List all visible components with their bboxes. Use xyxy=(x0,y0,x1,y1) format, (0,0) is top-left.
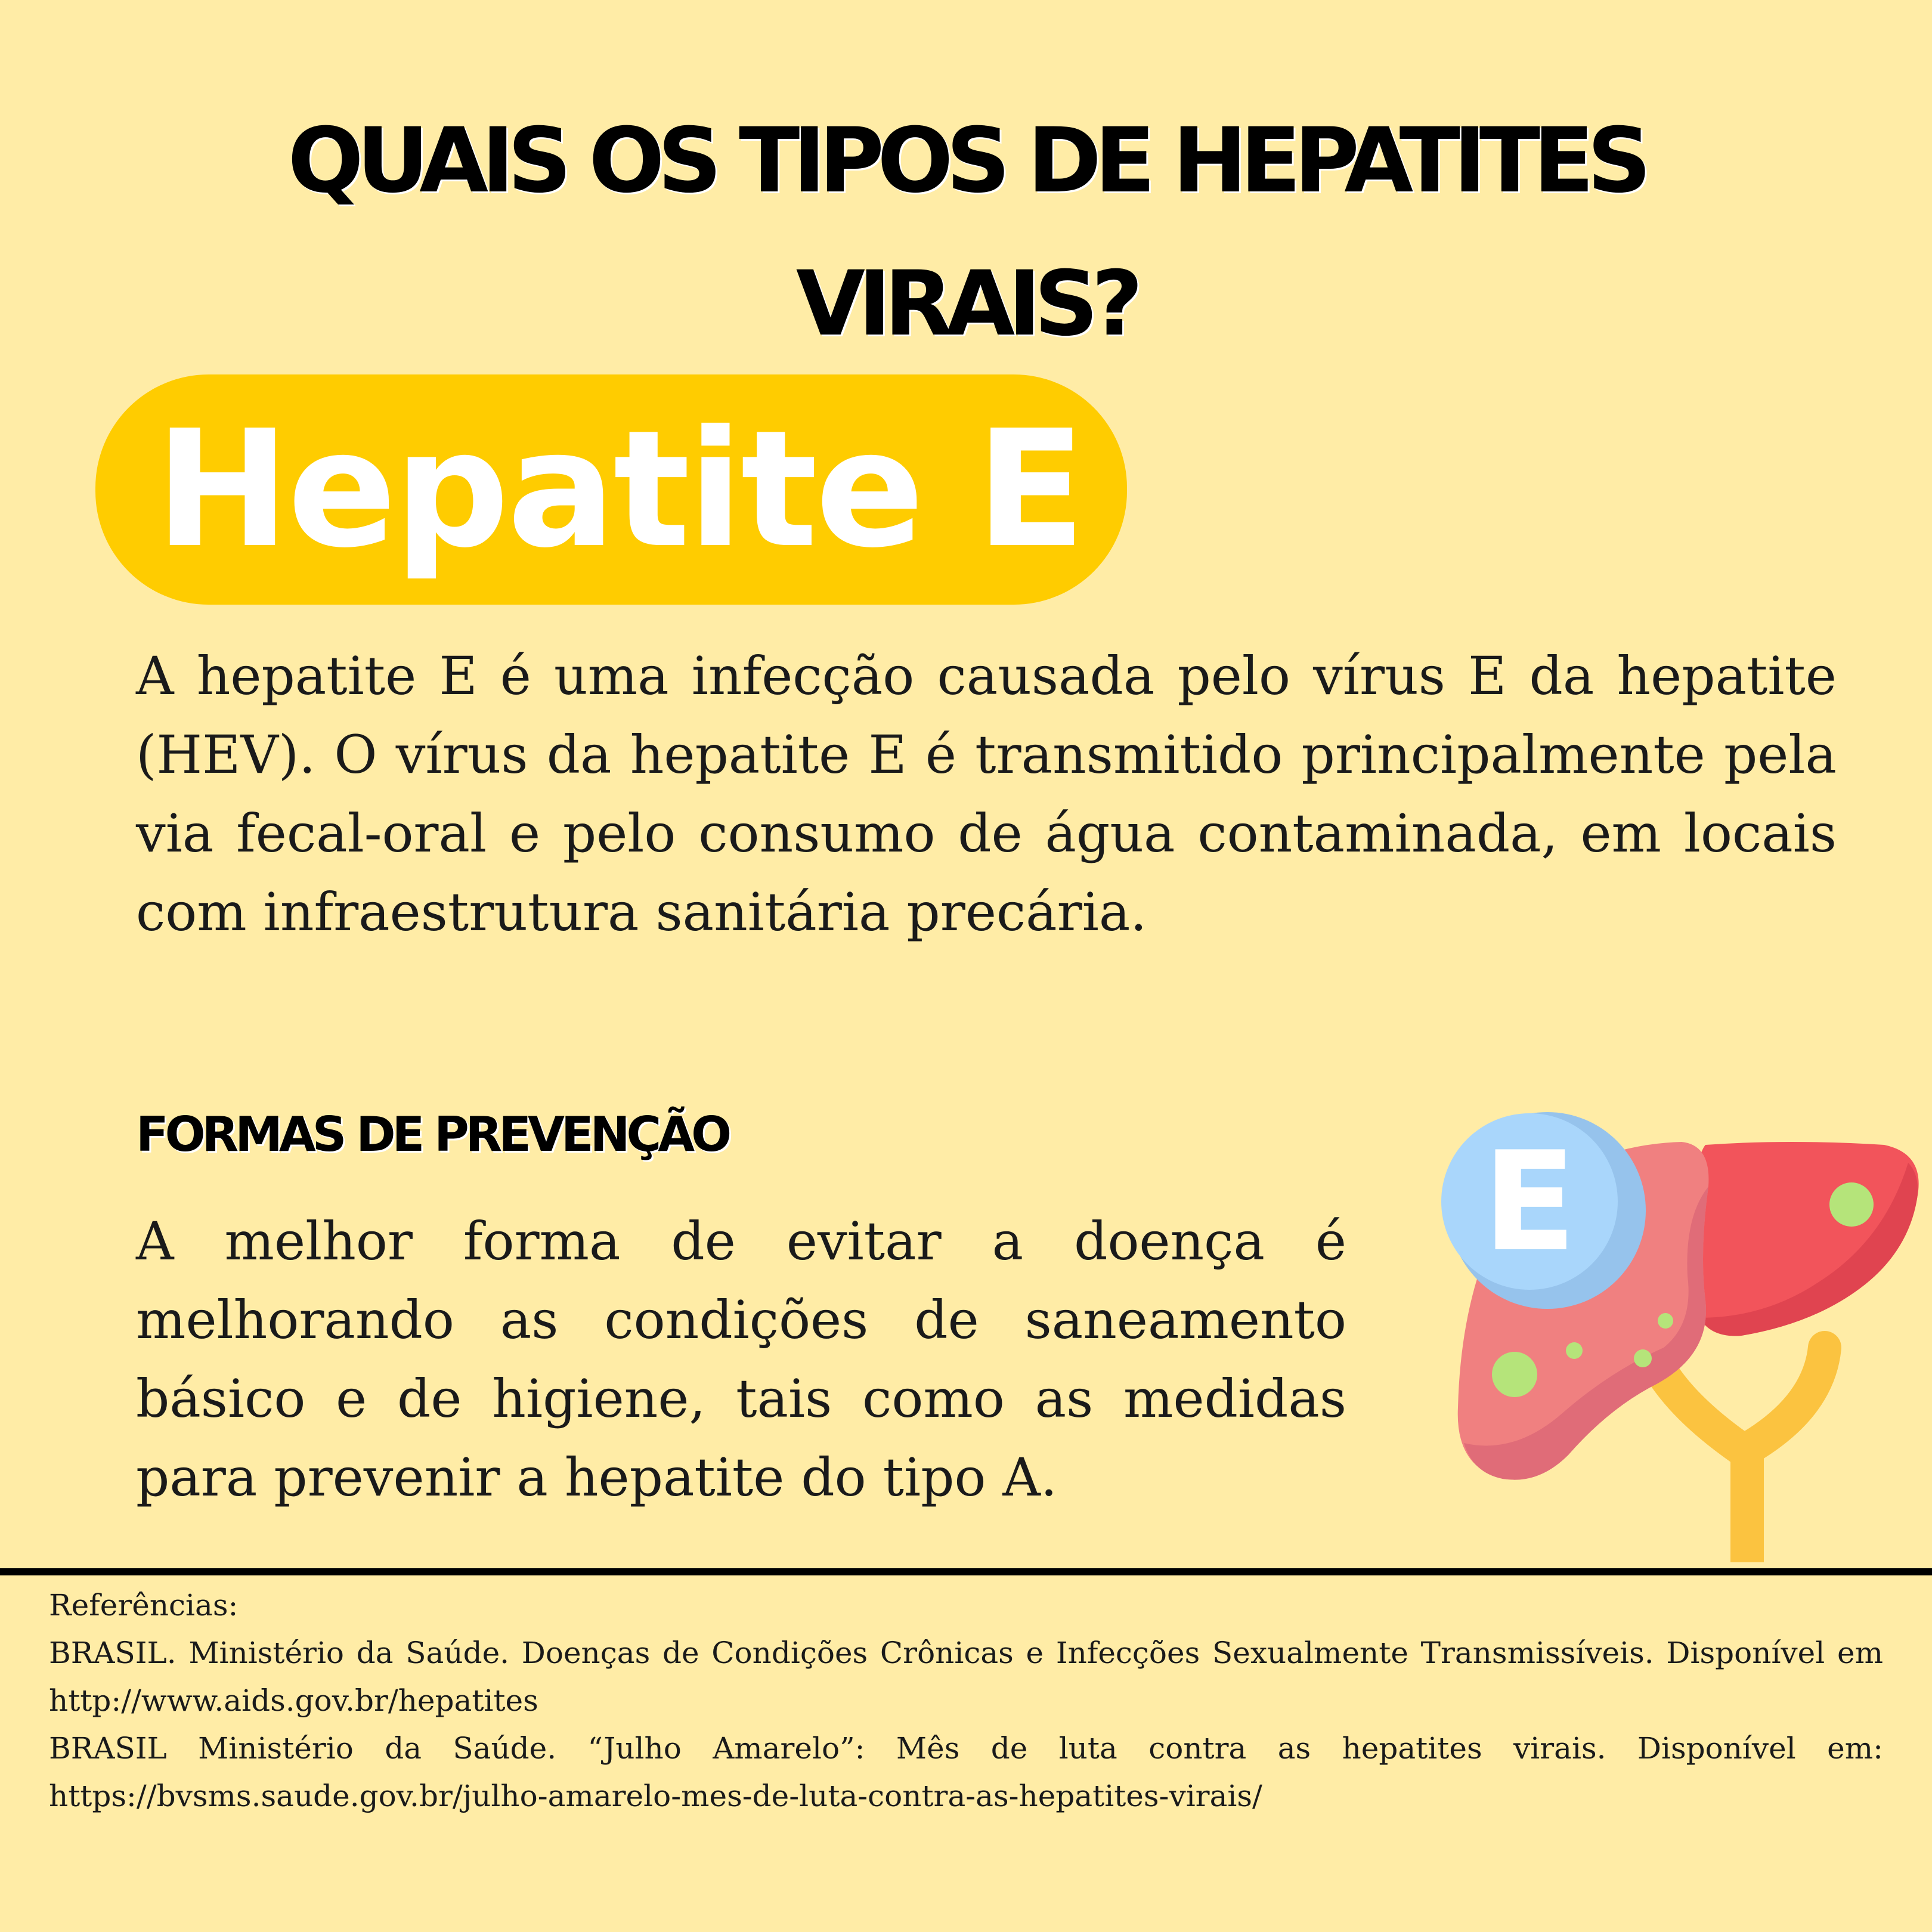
prevention-heading: FORMAS DE PREVENÇÃO xyxy=(136,1107,729,1162)
title-line-1: QUAIS OS TIPOS DE HEPATITES xyxy=(287,109,1645,213)
page-title xyxy=(179,89,1753,376)
references-heading: Referências: xyxy=(49,1588,239,1623)
reference-2: BRASIL Ministério da Saúde. “Julho Amarelo”: Mês de luta contra as hepatites virais. Disponível em: https://bvsms.saude.gov.br/julho-amarelo-mes-de-luta-contra-as-hepatites-virais/ xyxy=(49,1731,1883,1813)
virus-letter: E xyxy=(1482,1123,1577,1282)
bile-duct-right-branch xyxy=(1747,1348,1825,1449)
reference-1: BRASIL. Ministério da Saúde. Doenças de Condições Crônicas e Infecções Sexualmente Transmissíveis. Disponível em http://www.aids.gov.br/hepatites xyxy=(49,1636,1883,1718)
references-section xyxy=(49,1581,1883,1820)
hepatitis-type-badge xyxy=(95,374,1127,605)
liver-spot xyxy=(1492,1352,1537,1397)
references-divider xyxy=(0,1568,1932,1575)
liver-spot xyxy=(1566,1342,1583,1359)
title-line-2: VIRAIS? xyxy=(795,252,1137,356)
liver-spot xyxy=(1634,1349,1652,1367)
liver-icon xyxy=(1431,1097,1932,1574)
prevention-paragraph: A melhor forma de evitar a doença é melhorando as condições de saneamento básico e de higiene, tais como as medidas para prevenir a hepatite do tipo A. xyxy=(136,1210,1346,1508)
bile-duct-left-branch xyxy=(1658,1366,1741,1449)
liver-spot xyxy=(1829,1182,1874,1227)
intro-paragraph: A hepatite E é uma infecção causada pelo vírus E da hepatite (HEV). O vírus da hepatite E é transmitido principalmente pela via fecal-oral e pelo consumo de água contaminada, em locais com infraestrutura sanitária precária. xyxy=(136,645,1837,943)
liver-spot xyxy=(1658,1313,1673,1329)
hepatitis-type-label: Hepatite E xyxy=(155,395,1083,583)
